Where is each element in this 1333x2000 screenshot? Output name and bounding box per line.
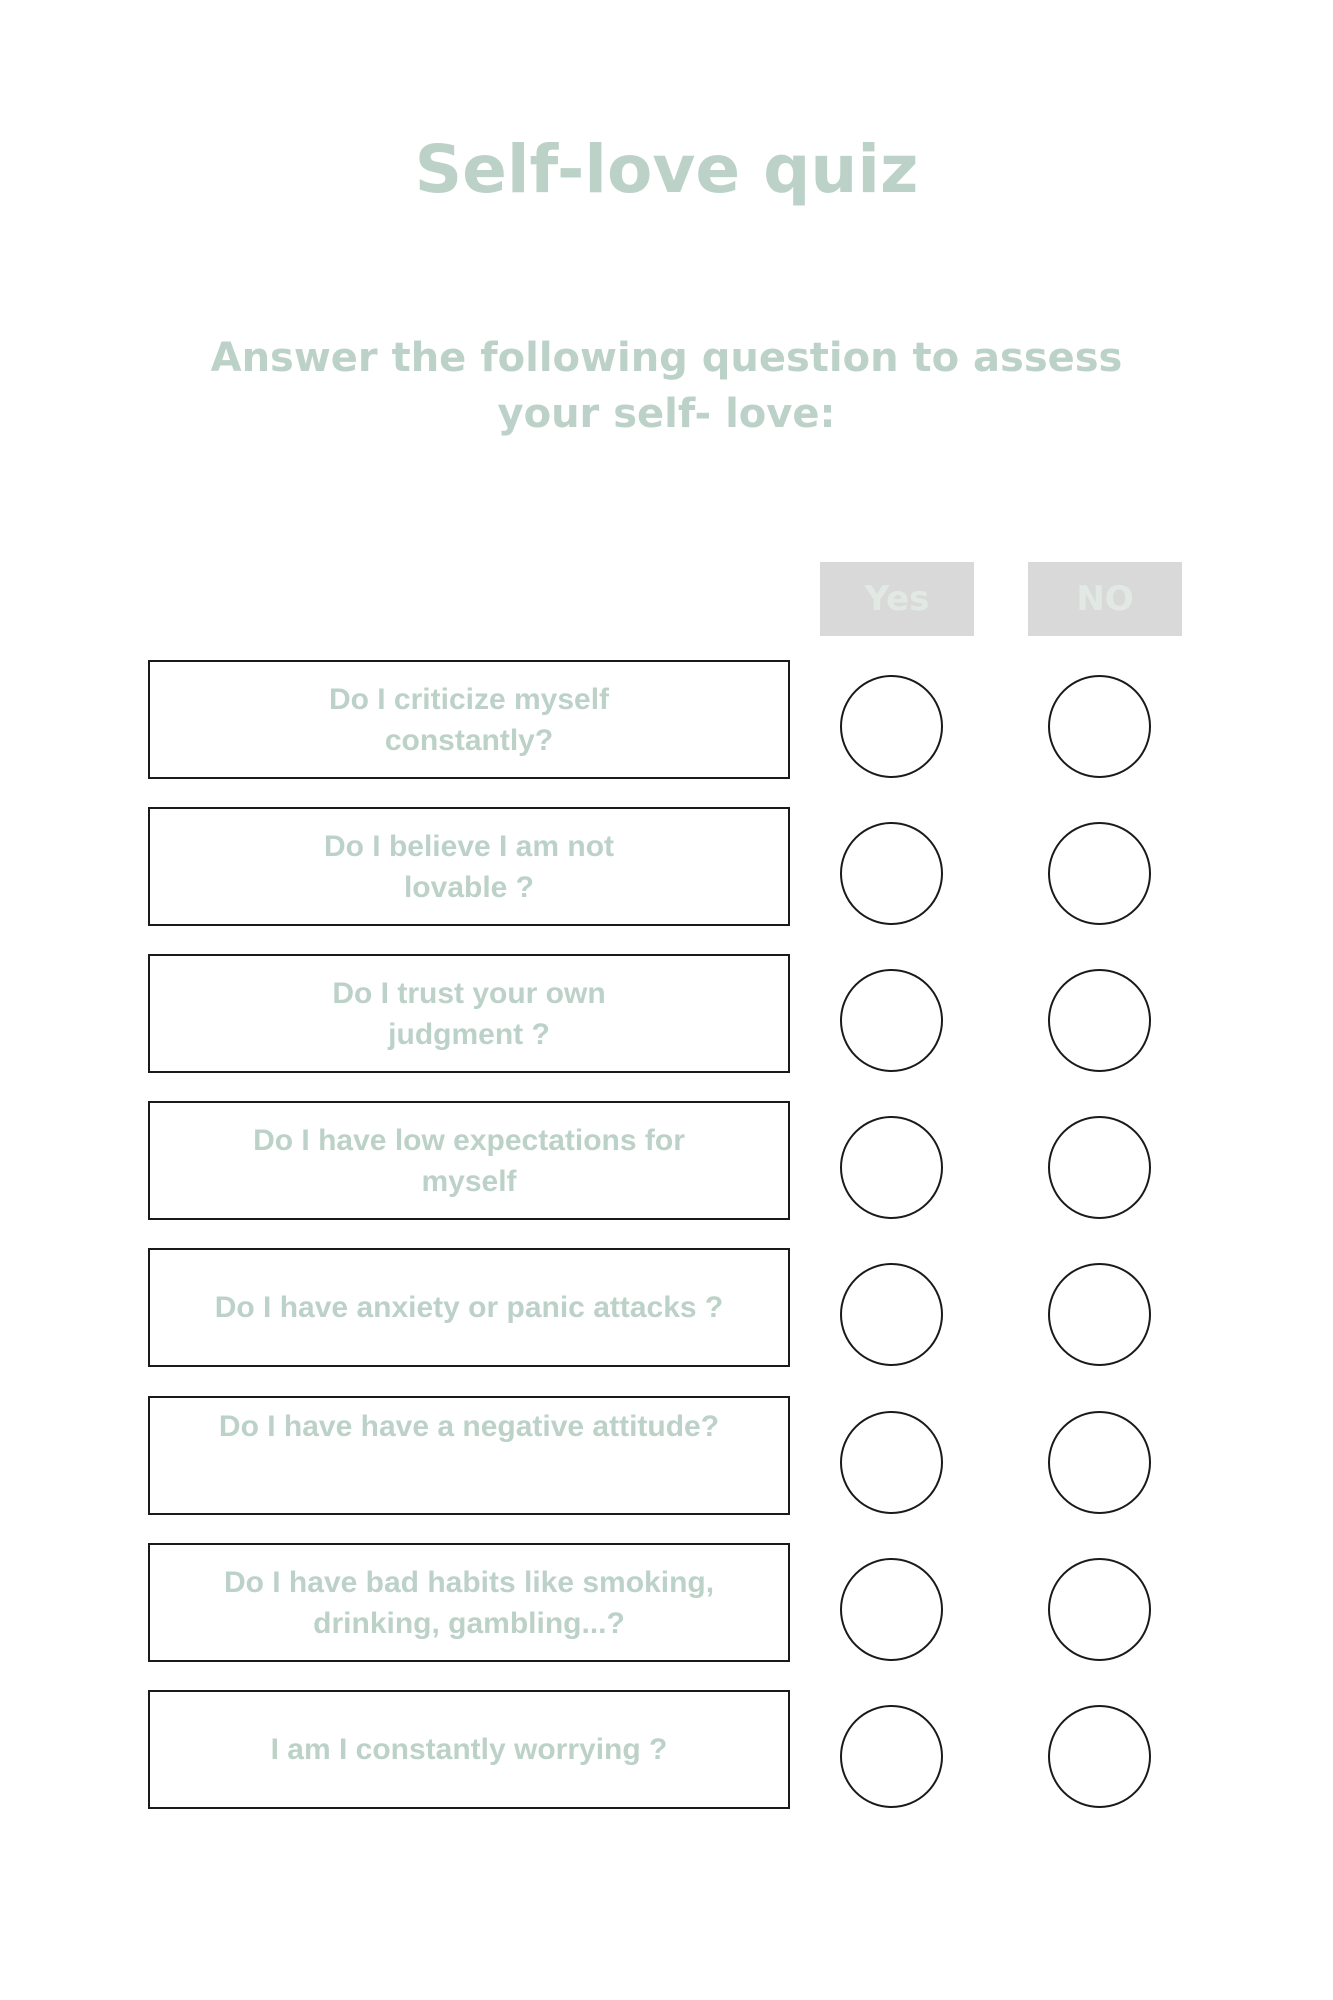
no-answer-radio[interactable] (1048, 1705, 1151, 1808)
question-text: Do I trust your own judgment ? (332, 976, 606, 1051)
question-text: Do I have anxiety or panic attacks ? (214, 1291, 724, 1324)
no-answer-radio[interactable] (1048, 1558, 1151, 1661)
no-answer-radio[interactable] (1048, 675, 1151, 778)
page-title: Self-love quiz (414, 131, 919, 208)
no-answer-radio[interactable] (1048, 822, 1151, 925)
no-answer-radio[interactable] (1048, 1263, 1151, 1366)
question-text: Do I believe I am not lovable ? (323, 829, 615, 904)
yes-answer-radio[interactable] (840, 1558, 943, 1661)
question-text: Do I have low expectations for myself (253, 1123, 685, 1198)
question-text: Do I have bad habits like smoking, drinking, gambling...? (223, 1565, 715, 1640)
question-text: I am I constantly worrying ? (270, 1733, 668, 1766)
no-answer-radio[interactable] (1048, 1116, 1151, 1219)
question-box (148, 954, 790, 1073)
question-box (148, 1543, 790, 1662)
question-box (148, 1690, 790, 1809)
yes-answer-radio[interactable] (840, 1263, 943, 1366)
yes-answer-radio[interactable] (840, 675, 943, 778)
yes-answer-radio[interactable] (840, 1411, 943, 1514)
question-text: Do I criticize myself constantly? (328, 682, 610, 757)
question-text: Do I have have a negative attitude? (218, 1410, 720, 1443)
yes-answer-radio[interactable] (840, 822, 943, 925)
yes-column-header: Yes (820, 562, 974, 636)
question-box (148, 807, 790, 926)
yes-answer-radio[interactable] (840, 969, 943, 1072)
yes-answer-radio[interactable] (840, 1116, 943, 1219)
no-answer-radio[interactable] (1048, 969, 1151, 1072)
question-box (148, 1396, 790, 1515)
no-answer-radio[interactable] (1048, 1411, 1151, 1514)
no-column-header: NO (1028, 562, 1182, 636)
question-box (148, 1101, 790, 1220)
quiz-instructions: Answer the following question to assess your self- love: (210, 335, 1123, 437)
question-box (148, 1248, 790, 1367)
question-box (148, 660, 790, 779)
yes-answer-radio[interactable] (840, 1705, 943, 1808)
